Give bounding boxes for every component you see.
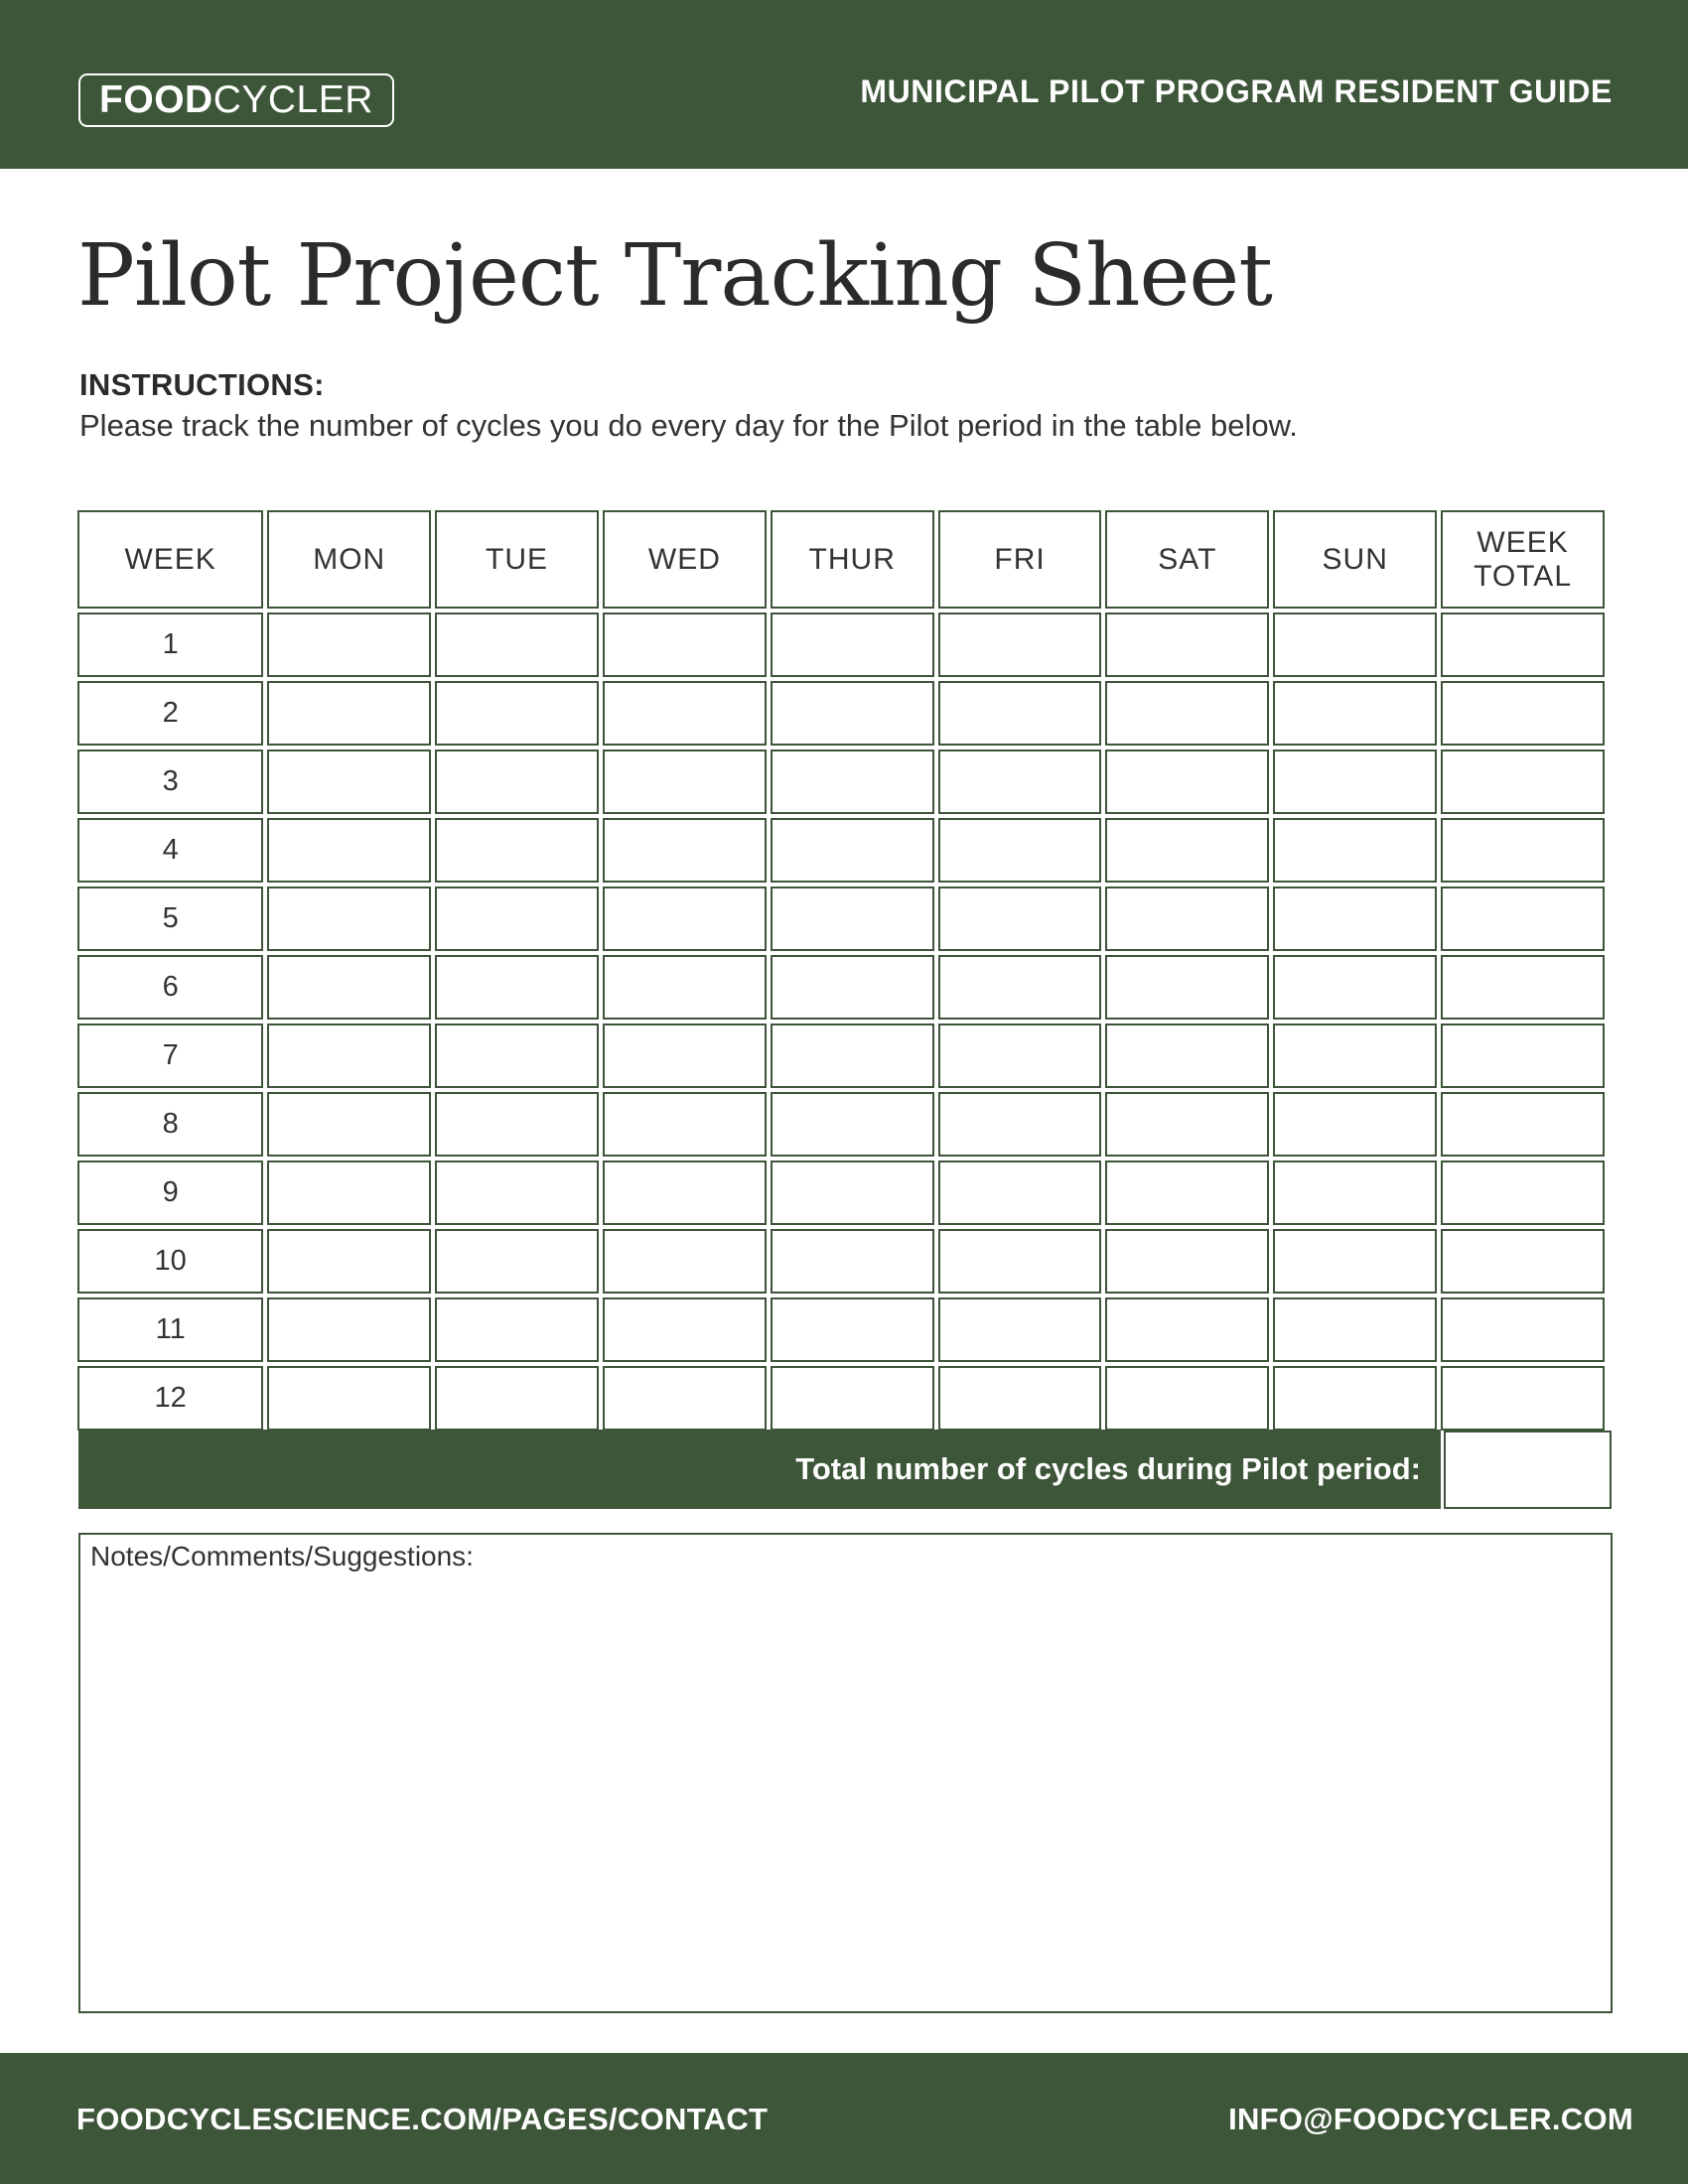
day-cycle-cell[interactable] (1273, 681, 1437, 746)
table-row (77, 818, 1605, 883)
day-cycle-cell[interactable] (1105, 887, 1269, 951)
table-row (77, 887, 1605, 951)
instructions-label: INSTRUCTIONS: (79, 367, 325, 402)
day-cycle-cell[interactable] (1105, 681, 1269, 746)
day-cycle-cell[interactable] (603, 1092, 767, 1157)
day-cycle-cell[interactable] (603, 681, 767, 746)
day-cycle-cell[interactable] (267, 955, 431, 1020)
day-cycle-cell[interactable] (1273, 1024, 1437, 1088)
footer-email: INFO@FOODCYCLER.COM (1228, 2102, 1633, 2136)
week-total-cell[interactable] (1441, 750, 1605, 814)
day-cycle-cell[interactable] (435, 1024, 599, 1088)
week-total-cell[interactable] (1441, 955, 1605, 1020)
total-cycles-field[interactable] (1444, 1431, 1612, 1509)
day-cycle-cell[interactable] (603, 1024, 767, 1088)
header-sat: SAT (1105, 510, 1269, 609)
day-cycle-cell[interactable] (435, 1366, 599, 1431)
day-cycle-cell[interactable] (1273, 1366, 1437, 1431)
week-total-cell[interactable] (1441, 613, 1605, 677)
day-cycle-cell[interactable] (1105, 1229, 1269, 1294)
day-cycle-cell[interactable] (603, 1160, 767, 1225)
table-row (77, 1229, 1605, 1294)
footer-bar (0, 2053, 1688, 2184)
table-row (77, 681, 1605, 746)
day-cycle-cell[interactable] (771, 1092, 934, 1157)
day-cycle-cell[interactable] (1105, 955, 1269, 1020)
header-thur: THUR (771, 510, 934, 609)
table-header-row (77, 510, 1605, 609)
day-cycle-cell[interactable] (435, 955, 599, 1020)
table-row (77, 1366, 1605, 1431)
day-cycle-cell[interactable] (267, 1092, 431, 1157)
week-number: 9 (77, 1160, 263, 1225)
tracking-table (73, 506, 1609, 1434)
day-cycle-cell[interactable] (1273, 887, 1437, 951)
day-cycle-cell[interactable] (435, 1297, 599, 1362)
day-cycle-cell[interactable] (1273, 750, 1437, 814)
day-cycle-cell[interactable] (1273, 818, 1437, 883)
day-cycle-cell[interactable] (771, 1297, 934, 1362)
notes-label: Notes/Comments/Suggestions: (90, 1541, 474, 1571)
foodcycler-logo (78, 73, 394, 127)
day-cycle-cell[interactable] (1273, 1297, 1437, 1362)
day-cycle-cell[interactable] (1273, 613, 1437, 677)
day-cycle-cell[interactable] (435, 1092, 599, 1157)
day-cycle-cell[interactable] (771, 887, 934, 951)
week-number: 12 (77, 1366, 263, 1431)
week-number: 3 (77, 750, 263, 814)
week-number: 7 (77, 1024, 263, 1088)
day-cycle-cell[interactable] (267, 887, 431, 951)
day-cycle-cell[interactable] (1105, 1024, 1269, 1088)
day-cycle-cell[interactable] (1105, 1366, 1269, 1431)
day-cycle-cell[interactable] (938, 613, 1102, 677)
week-number: 10 (77, 1229, 263, 1294)
day-cycle-cell[interactable] (1105, 613, 1269, 677)
day-cycle-cell[interactable] (603, 750, 767, 814)
day-cycle-cell[interactable] (267, 681, 431, 746)
day-cycle-cell[interactable] (1105, 1160, 1269, 1225)
day-cycle-cell[interactable] (603, 955, 767, 1020)
week-total-cell[interactable] (1441, 1297, 1605, 1362)
day-cycle-cell[interactable] (435, 613, 599, 677)
day-cycle-cell[interactable] (1273, 955, 1437, 1020)
day-cycle-cell[interactable] (435, 887, 599, 951)
header-tue: TUE (435, 510, 599, 609)
day-cycle-cell[interactable] (938, 955, 1102, 1020)
day-cycle-cell[interactable] (267, 750, 431, 814)
day-cycle-cell[interactable] (267, 1229, 431, 1294)
day-cycle-cell[interactable] (435, 1160, 599, 1225)
header-week: WEEK (77, 510, 263, 609)
day-cycle-cell[interactable] (771, 1024, 934, 1088)
day-cycle-cell[interactable] (267, 613, 431, 677)
day-cycle-cell[interactable] (938, 1160, 1102, 1225)
day-cycle-cell[interactable] (938, 681, 1102, 746)
notes-box[interactable] (78, 1533, 1613, 2013)
logo-bold-text: FOOD (99, 78, 213, 121)
day-cycle-cell[interactable] (938, 1297, 1102, 1362)
day-cycle-cell[interactable] (771, 1229, 934, 1294)
day-cycle-cell[interactable] (938, 1229, 1102, 1294)
day-cycle-cell[interactable] (938, 1024, 1102, 1088)
day-cycle-cell[interactable] (771, 818, 934, 883)
page-title: Pilot Project Tracking Sheet (77, 226, 1272, 326)
day-cycle-cell[interactable] (938, 750, 1102, 814)
header-title: MUNICIPAL PILOT PROGRAM RESIDENT GUIDE (860, 73, 1613, 109)
table-row (77, 1297, 1605, 1362)
header-week-total: WEEK TOTAL (1441, 510, 1605, 609)
day-cycle-cell[interactable] (435, 818, 599, 883)
table-row (77, 750, 1605, 814)
day-cycle-cell[interactable] (435, 750, 599, 814)
header-wed: WED (603, 510, 767, 609)
header-mon: MON (267, 510, 431, 609)
day-cycle-cell[interactable] (603, 1229, 767, 1294)
table-row (77, 1092, 1605, 1157)
day-cycle-cell[interactable] (267, 1297, 431, 1362)
day-cycle-cell[interactable] (435, 681, 599, 746)
day-cycle-cell[interactable] (603, 613, 767, 677)
day-cycle-cell[interactable] (938, 1366, 1102, 1431)
day-cycle-cell[interactable] (938, 1092, 1102, 1157)
week-total-cell[interactable] (1441, 1229, 1605, 1294)
day-cycle-cell[interactable] (1105, 1297, 1269, 1362)
day-cycle-cell[interactable] (267, 1366, 431, 1431)
week-total-cell[interactable] (1441, 681, 1605, 746)
tracking-table-body (77, 613, 1605, 1431)
day-cycle-cell[interactable] (603, 887, 767, 951)
week-number: 11 (77, 1297, 263, 1362)
total-cycles-label: Total number of cycles during Pilot period: (78, 1430, 1441, 1509)
day-cycle-cell[interactable] (603, 818, 767, 883)
week-total-cell[interactable] (1441, 887, 1605, 951)
logo-light-text: CYCLER (212, 78, 373, 121)
day-cycle-cell[interactable] (771, 681, 934, 746)
header-sun: SUN (1273, 510, 1437, 609)
week-number: 5 (77, 887, 263, 951)
day-cycle-cell[interactable] (1273, 1092, 1437, 1157)
day-cycle-cell[interactable] (938, 818, 1102, 883)
week-total-cell[interactable] (1441, 1024, 1605, 1088)
day-cycle-cell[interactable] (771, 613, 934, 677)
day-cycle-cell[interactable] (1273, 1229, 1437, 1294)
day-cycle-cell[interactable] (267, 1024, 431, 1088)
week-number: 1 (77, 613, 263, 677)
instructions-text: Please track the number of cycles you do every day for the Pilot period in the table below. (79, 408, 1298, 443)
table-row (77, 1024, 1605, 1088)
day-cycle-cell[interactable] (938, 887, 1102, 951)
week-number: 6 (77, 955, 263, 1020)
day-cycle-cell[interactable] (435, 1229, 599, 1294)
week-total-cell[interactable] (1441, 1092, 1605, 1157)
week-total-cell[interactable] (1441, 1366, 1605, 1431)
day-cycle-cell[interactable] (1105, 750, 1269, 814)
day-cycle-cell[interactable] (603, 1366, 767, 1431)
day-cycle-cell[interactable] (771, 1160, 934, 1225)
day-cycle-cell[interactable] (771, 1366, 934, 1431)
table-row (77, 955, 1605, 1020)
day-cycle-cell[interactable] (771, 955, 934, 1020)
week-number: 2 (77, 681, 263, 746)
day-cycle-cell[interactable] (267, 818, 431, 883)
day-cycle-cell[interactable] (1105, 1092, 1269, 1157)
day-cycle-cell[interactable] (1273, 1160, 1437, 1225)
table-row (77, 1160, 1605, 1225)
week-number: 8 (77, 1092, 263, 1157)
footer-website: FOODCYCLESCIENCE.COM/PAGES/CONTACT (76, 2102, 769, 2136)
header-bar (0, 0, 1688, 169)
table-row (77, 613, 1605, 677)
day-cycle-cell[interactable] (1105, 818, 1269, 883)
week-total-cell[interactable] (1441, 1160, 1605, 1225)
day-cycle-cell[interactable] (267, 1160, 431, 1225)
day-cycle-cell[interactable] (603, 1297, 767, 1362)
week-total-cell[interactable] (1441, 818, 1605, 883)
week-number: 4 (77, 818, 263, 883)
day-cycle-cell[interactable] (771, 750, 934, 814)
header-fri: FRI (938, 510, 1102, 609)
